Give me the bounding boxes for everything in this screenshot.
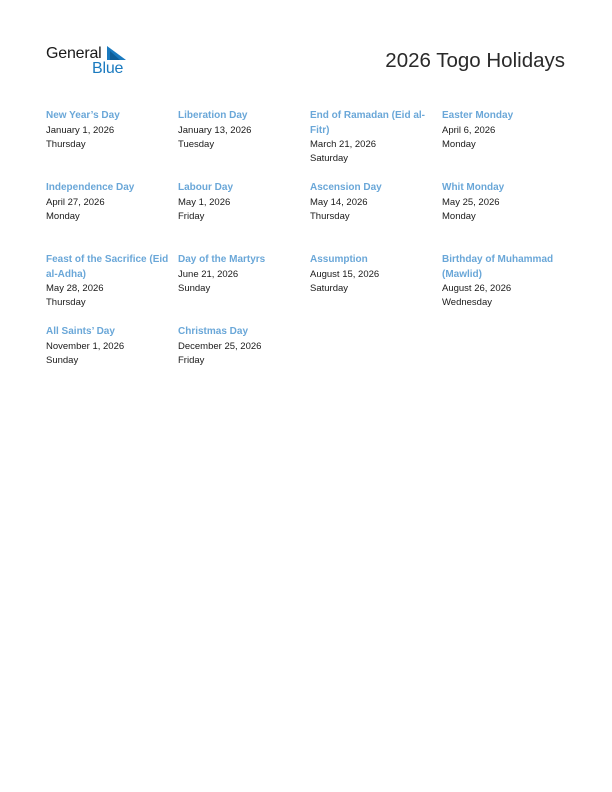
holiday-date: August 26, 2026 xyxy=(442,283,512,294)
holiday-item xyxy=(310,181,442,253)
holiday-date: December 25, 2026 xyxy=(178,340,262,352)
holiday-weekday: Thursday xyxy=(46,297,86,308)
holiday-item xyxy=(178,181,310,253)
holiday-date: May 28, 2026 xyxy=(46,283,104,294)
holiday-date: August 15, 2026 xyxy=(310,268,380,280)
holiday-name: Easter Monday xyxy=(442,110,514,121)
holiday-weekday: Sunday xyxy=(46,354,79,366)
holiday-item xyxy=(442,253,576,325)
holiday-item xyxy=(46,181,178,253)
holiday-date: November 1, 2026 xyxy=(46,340,125,352)
holiday-name: Feast of the Sacrifice (Eid al-Adha) xyxy=(46,254,169,280)
holiday-weekday: Saturday xyxy=(310,282,349,294)
holiday-name: Christmas Day xyxy=(178,326,249,337)
holiday-name: All Saints’ Day xyxy=(46,326,115,337)
holiday-weekday: Sunday xyxy=(178,282,211,294)
holiday-name: New Year’s Day xyxy=(46,110,120,121)
holiday-name: Labour Day xyxy=(178,182,234,193)
holiday-name: Whit Monday xyxy=(442,182,505,193)
holiday-name: Day of the Martyrs xyxy=(178,254,266,265)
holiday-date: May 25, 2026 xyxy=(442,196,500,208)
holiday-weekday: Monday xyxy=(46,210,80,222)
holiday-item xyxy=(46,253,178,325)
logo-word-general: General xyxy=(46,45,102,62)
holiday-date: April 27, 2026 xyxy=(46,196,105,208)
holiday-date: June 21, 2026 xyxy=(178,268,239,280)
holiday-weekday: Saturday xyxy=(310,153,349,164)
holiday-name: End of Ramadan (Eid al-Fitr) xyxy=(310,110,426,136)
holiday-date: January 13, 2026 xyxy=(178,124,252,136)
holiday-item xyxy=(442,181,576,253)
holiday-date: January 1, 2026 xyxy=(46,124,115,136)
holiday-weekday: Wednesday xyxy=(442,297,492,308)
holiday-weekday: Thursday xyxy=(310,210,350,222)
holiday-name: Assumption xyxy=(310,254,368,265)
logo-word-blue: Blue xyxy=(92,60,124,77)
holiday-name: Liberation Day xyxy=(178,110,248,121)
holiday-weekday: Monday xyxy=(442,138,476,150)
holiday-date: May 14, 2026 xyxy=(310,196,368,208)
holiday-date: April 6, 2026 xyxy=(442,124,496,136)
holiday-name: Ascension Day xyxy=(310,182,382,193)
holiday-name: Birthday of Muhammad (Mawlid) xyxy=(442,254,554,280)
holiday-item xyxy=(178,325,310,397)
holiday-item xyxy=(178,253,310,325)
holiday-item xyxy=(442,109,576,181)
holiday-weekday: Thursday xyxy=(46,138,86,150)
holiday-weekday: Friday xyxy=(178,210,205,222)
holiday-name: Independence Day xyxy=(46,182,135,193)
page-title: 2026 Togo Holidays xyxy=(385,49,565,72)
holiday-grid xyxy=(46,109,576,397)
holiday-weekday: Tuesday xyxy=(178,138,215,150)
holiday-item xyxy=(310,109,442,181)
holiday-date: May 1, 2026 xyxy=(178,196,231,208)
holiday-weekday: Monday xyxy=(442,210,476,222)
holiday-item xyxy=(46,109,178,181)
holiday-date: March 21, 2026 xyxy=(310,139,377,150)
generalblue-logo xyxy=(46,44,136,80)
holiday-item xyxy=(46,325,178,397)
holiday-item xyxy=(310,253,442,325)
holiday-weekday: Friday xyxy=(178,354,205,366)
holiday-item xyxy=(178,109,310,181)
